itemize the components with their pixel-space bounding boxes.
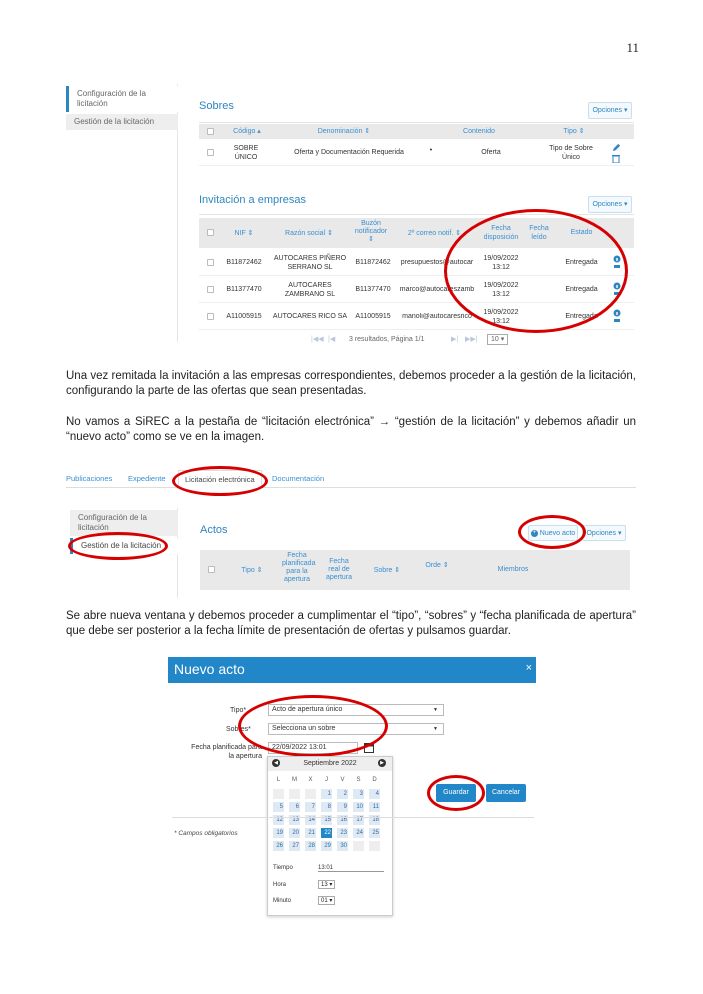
calendar-day[interactable]: 16 [337, 815, 348, 825]
screenshot-actos [66, 462, 636, 602]
first-page-icon[interactable]: |◀◀ [311, 336, 324, 343]
calendar-day[interactable]: 2 [337, 789, 348, 799]
actos-title: Actos [200, 524, 228, 536]
prev-page-icon[interactable]: |◀ [328, 336, 336, 343]
table-row: SOBRE ÚNICO Oferta y Documentación Requerida • Oferta Tipo de Sobre Único [199, 140, 634, 166]
campos-obligatorios: * Campos obligatorios [174, 830, 238, 837]
page-size-select[interactable]: 10 ▾ [487, 334, 508, 345]
paragraph: No vamos a SiREC a la pestaña de “licitación electrónica” → “gestión de la licitación” y debemos añadir un “nuevo acto” como se ve en la imagen. [66, 416, 636, 443]
trash-icon[interactable] [612, 154, 620, 163]
datepicker [267, 756, 393, 916]
calendar-day[interactable]: 8 [321, 802, 332, 812]
page-number: 11 [626, 40, 639, 55]
select-all-checkbox[interactable] [207, 229, 214, 236]
calendar-day[interactable]: 10 [353, 802, 364, 812]
tab-documentacion[interactable]: Documentación [272, 474, 325, 483]
calendar-day[interactable]: 5 [273, 802, 284, 812]
cancelar-button[interactable]: Cancelar [486, 784, 526, 802]
tipo-label: Tipo* [230, 707, 247, 714]
sobres-select[interactable]: Selecciona un sobre ▼ [268, 723, 444, 735]
prev-month-icon[interactable]: ◀ [272, 759, 280, 767]
calendar-day[interactable]: 24 [353, 828, 364, 838]
tiempo-label: Tiempo [273, 865, 293, 871]
calendar-day[interactable]: 15 [321, 815, 332, 825]
close-icon[interactable]: × [525, 662, 532, 674]
chevron-down-icon: ▼ [433, 707, 438, 713]
guardar-button[interactable]: Guardar [436, 784, 476, 802]
highlight-ring [427, 775, 485, 811]
hora-label: Hora [273, 882, 287, 888]
highlight-ring [444, 209, 628, 333]
calendar-day[interactable]: 12 [273, 815, 284, 825]
select-all-checkbox[interactable] [208, 566, 215, 573]
table-row: A11005915 AUTOCARES RICO SA A11005915 manoli@autocaresrico 19/09/2022 13:12 Entregada [199, 303, 634, 330]
tab-expediente[interactable]: Expediente [128, 474, 166, 483]
fecha-input[interactable]: 22/09/2022 13:01 [268, 742, 358, 754]
calendar-day[interactable]: 23 [337, 828, 348, 838]
last-page-icon[interactable]: ▶▶| [465, 336, 478, 343]
calendar-day[interactable]: 27 [289, 841, 300, 851]
table-row: B11872462 AUTOCARES PIÑERO SERRANO SL B11872462 presupuestos@autocar 19/09/2022 13:12 Entregada [199, 249, 634, 276]
plus-icon: + [532, 529, 537, 536]
calendar-day[interactable]: 11 [369, 802, 380, 812]
tab-publicaciones[interactable]: Publicaciones [66, 474, 113, 483]
invitacion-title: Invitación a empresas [199, 194, 306, 206]
sidebar-item-configuracion[interactable]: Configuración de la licitación [66, 86, 178, 112]
pager [311, 334, 541, 346]
tiempo-value: 13:01 [318, 865, 384, 872]
calendar-weekday: V [340, 777, 345, 783]
calendar-empty-cell [353, 841, 364, 851]
sobres-title: Sobres [199, 100, 234, 112]
row-checkbox[interactable] [207, 313, 214, 320]
modal-title: Nuevo acto [174, 661, 245, 677]
highlight-ring [238, 695, 388, 757]
calendar-empty-cell [289, 789, 300, 799]
row-checkbox[interactable] [207, 286, 214, 293]
paragraph: Una vez remitada la invitación a las empresas correspondientes, debemos proceder a la gestión de la licitación, configurando la parte de las ofertas que sean presentadas. [66, 370, 636, 397]
calendar-weekday: X [308, 777, 313, 783]
invitacion-options-button[interactable]: Opciones ▾ [588, 196, 632, 213]
actos-header: Tipo ⇕ Fecha planificada para la apertura Fecha real de apertura Sobre ⇕ Orde ⇕ Miembros [200, 550, 630, 590]
calendar-day[interactable]: 4 [369, 789, 380, 799]
calendar-day[interactable]: 3 [353, 789, 364, 799]
calendar-weekday: J [325, 777, 328, 783]
sobres-options-button[interactable]: Opciones ▾ [588, 102, 632, 119]
nuevo-acto-button[interactable]: + Nuevo acto [528, 525, 578, 541]
calendar-day[interactable]: 17 [353, 815, 364, 825]
table-row: B11377470 AUTOCARES ZAMBRANO SL B11377470 marco@autocareszamb 19/09/2022 13:12 Entregada [199, 276, 634, 303]
next-month-icon[interactable]: ▶ [378, 759, 386, 767]
pager-text: 3 resultados, Página 1/1 [349, 336, 425, 343]
calendar-day[interactable]: 20 [289, 828, 300, 838]
tipo-select[interactable]: Acto de apertura único ▼ [268, 704, 444, 716]
calendar-day[interactable]: 13 [289, 815, 300, 825]
minuto-label: Minuto [273, 898, 292, 904]
actos-options-button[interactable]: Opciones ▾ [582, 525, 626, 541]
edit-icon[interactable] [612, 143, 621, 152]
calendar-empty-cell [369, 841, 380, 851]
calendar-day[interactable]: 18 [369, 815, 380, 825]
calendar-empty-cell [305, 789, 316, 799]
calendar-day[interactable]: 26 [273, 841, 284, 851]
calendar-empty-cell [273, 789, 284, 799]
highlight-ring [172, 466, 268, 496]
calendar-day[interactable]: 1 [321, 789, 332, 799]
modal-header [168, 657, 536, 683]
highlight-ring [68, 532, 168, 560]
sidebar-item-gestion[interactable]: Gestión de la licitación [66, 114, 178, 130]
next-page-icon[interactable]: ▶| [451, 336, 459, 343]
sidebar-item-gestion[interactable]: Gestión de la licitación [70, 538, 178, 554]
sidebar [66, 84, 178, 342]
calendar-day[interactable]: 9 [337, 802, 348, 812]
calendar-month: Septiembre 2022 [303, 760, 357, 767]
paragraph: Se abre nueva ventana y debemos proceder a cumplimentar el “tipo”, “sobres” y “fecha planificada de apertura” que debe ser posterior a la fecha límite de presentación de ofertas y pulsamos guardar. [66, 610, 636, 637]
modal-nuevo-acto [168, 657, 536, 917]
sidebar-item-configuracion[interactable]: Configuración de la licitación [70, 510, 178, 536]
sobres-label: Sobres* [226, 726, 251, 733]
minuto-select[interactable]: 01 ▾ [318, 896, 335, 905]
chevron-down-icon: ▼ [433, 726, 438, 732]
info-icon[interactable] [613, 309, 621, 323]
calendar-day[interactable]: 6 [289, 802, 300, 812]
select-all-checkbox[interactable] [207, 128, 214, 135]
fecha-label: Fecha planificada para la apertura [191, 744, 262, 760]
tab-licitacion-electronica[interactable]: Licitación electrónica [178, 470, 262, 489]
calendar-day[interactable]: 19 [273, 828, 284, 838]
row-checkbox[interactable] [207, 259, 214, 266]
calendar-day[interactable]: 7 [305, 802, 316, 812]
calendar-weekday: L [276, 777, 281, 783]
calendar-day[interactable]: 14 [305, 815, 316, 825]
calendar-day[interactable]: 25 [369, 828, 380, 838]
sobres-header: Código ▴ Denominación ⇕ Contenido Tipo ⇕ [199, 124, 634, 139]
invitacion-header: NIF ⇕ Razón social ⇕ Buzón notificador ⇕ 2º correo notif. ⇕ Fecha disposición Fecha leído Estado [199, 218, 634, 248]
calendar-day[interactable]: 22 [321, 828, 332, 838]
calendar-day[interactable]: 29 [321, 841, 332, 851]
tab-bar [66, 462, 636, 488]
calendar-day[interactable]: 30 [337, 841, 348, 851]
hora-select[interactable]: 13 ▾ [318, 880, 335, 889]
calendar-weekday: S [356, 777, 361, 783]
calendar-weekday: M [292, 777, 297, 783]
highlight-ring [518, 515, 586, 549]
screenshot-licitacion [66, 84, 636, 354]
calendar-day[interactable]: 28 [305, 841, 316, 851]
calendar-weekday: D [372, 777, 377, 783]
row-checkbox[interactable] [207, 149, 214, 156]
calendar-day[interactable]: 21 [305, 828, 316, 838]
